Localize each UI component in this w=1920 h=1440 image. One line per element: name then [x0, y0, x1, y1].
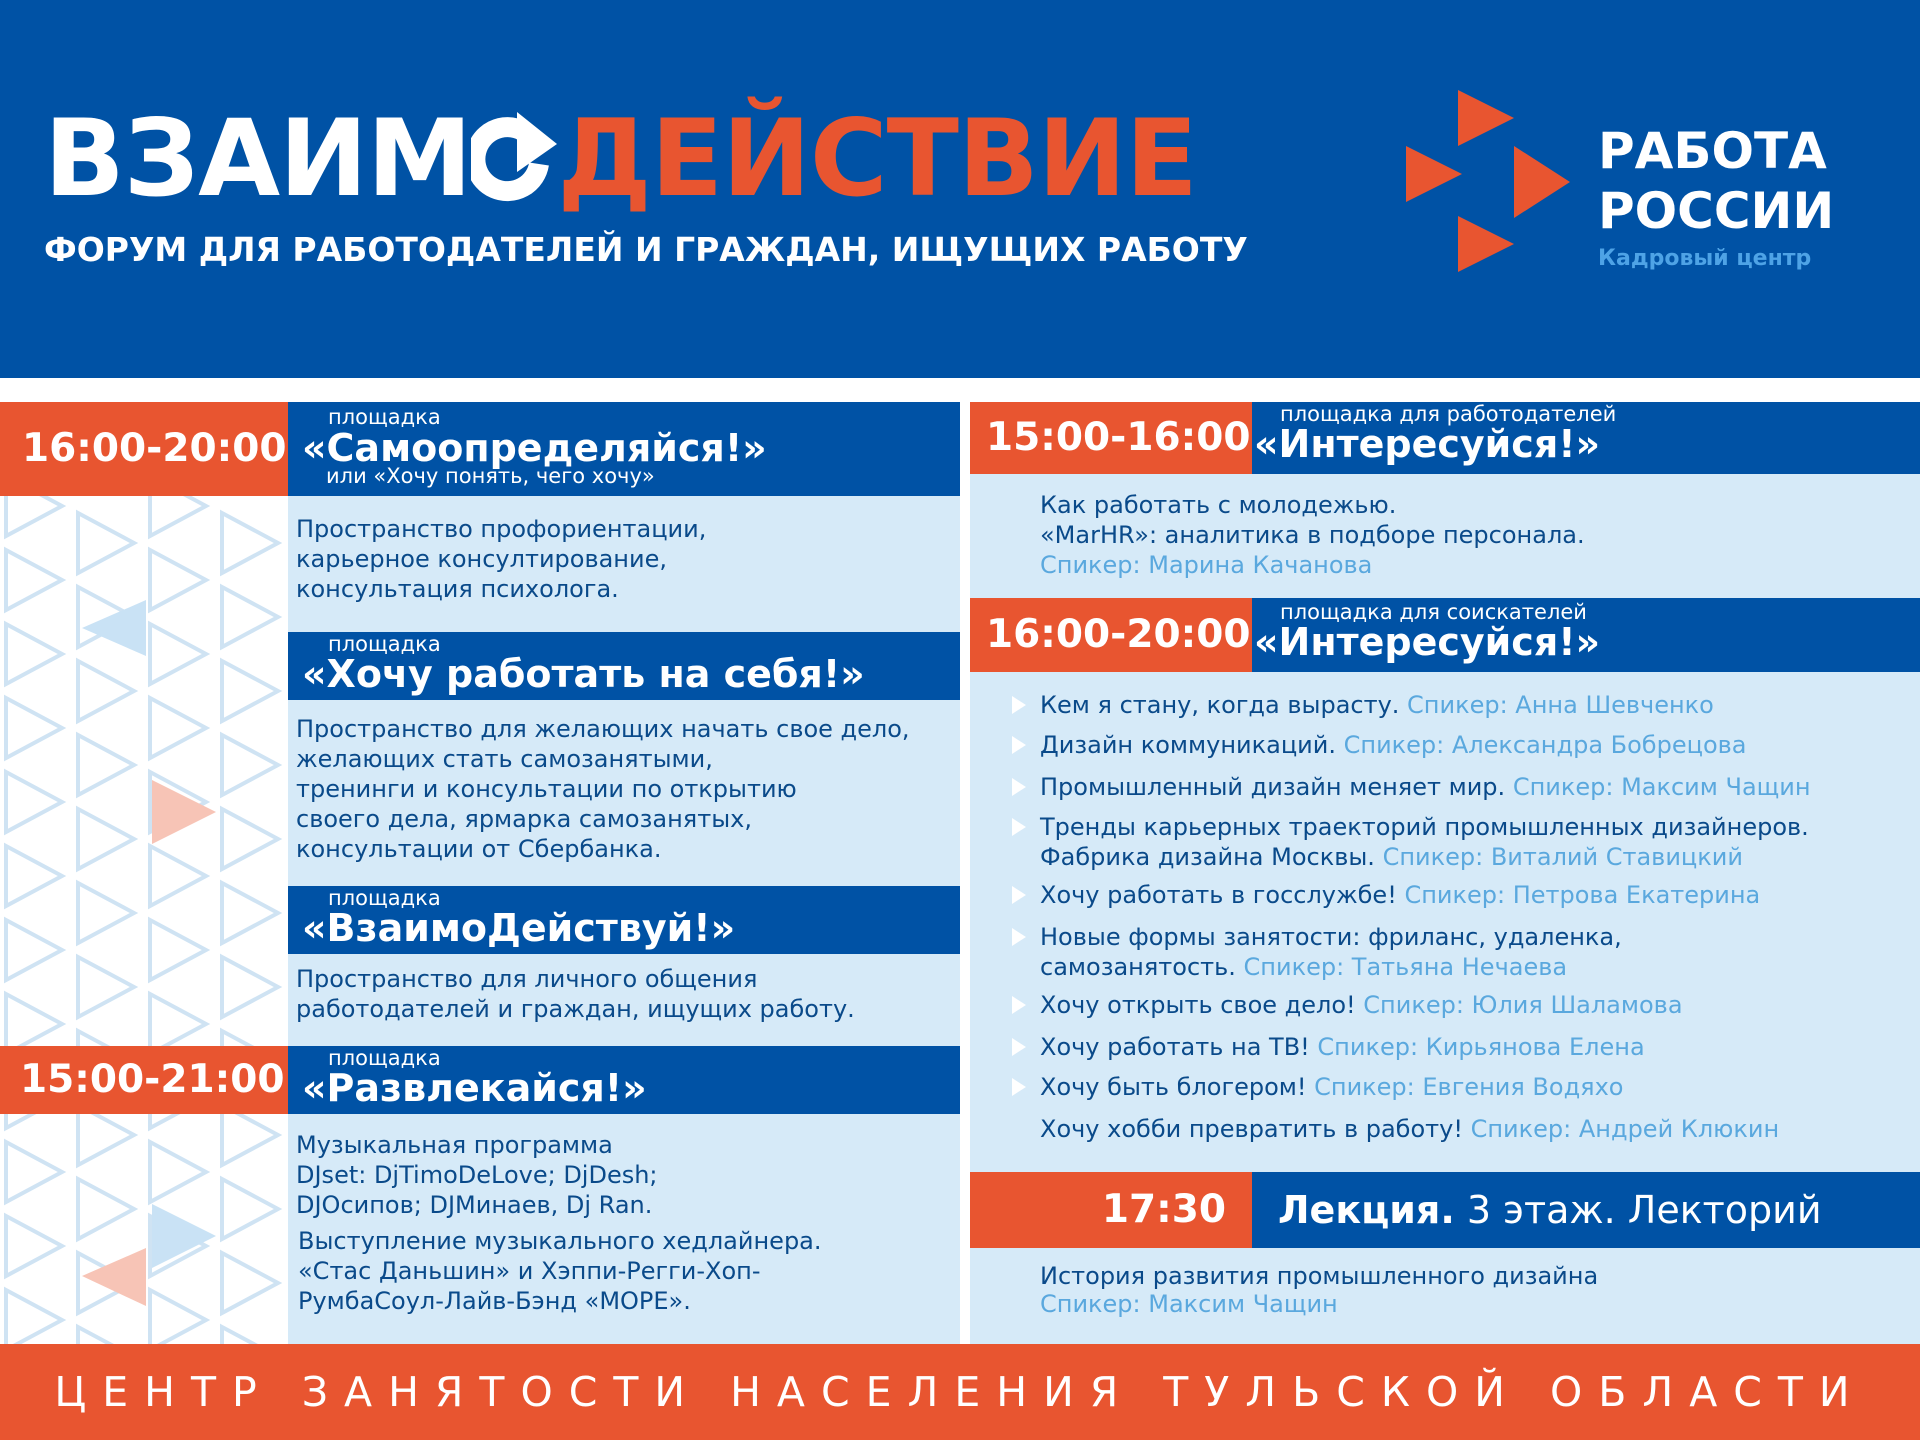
time-text: 15:00-21:00: [20, 1057, 285, 1102]
time-text: 16:00-20:00: [22, 426, 287, 471]
venue-header-3: [288, 886, 960, 954]
logo-text-line1: РАБОТА: [1598, 122, 1827, 180]
forum-subtitle: ФОРУМ ДЛЯ РАБОТОДАТЕЛЕЙ И ГРАЖДАН, ИЩУЩИХ РАБОТУ: [44, 230, 1248, 269]
desc-line: своего дела, ярмарка самозанятых,: [296, 805, 752, 833]
desc-line: желающих стать самозанятыми,: [296, 745, 713, 773]
desc-line: Выступление музыкального хедлайнера.: [298, 1227, 822, 1255]
triangle-pattern: [0, 496, 288, 1344]
play-icon: [1012, 886, 1026, 904]
speaker-name: Спикер: Юлия Шаламова: [1363, 991, 1683, 1019]
desc-line: «MarHR»: аналитика в подборе персонала.: [1040, 521, 1585, 549]
venue-name: «Развлекайся!»: [302, 1066, 647, 1110]
venue-name: «Интересуйся!»: [1254, 620, 1601, 664]
desc-line: «Стас Даньшин» и Хэппи-Регги-Хоп-: [298, 1257, 761, 1285]
program-item: Кем я стану, когда вырасту. Спикер: Анна Шевченко: [1040, 690, 1811, 730]
play-icon: [1012, 818, 1026, 836]
venue-alt-name: или «Хочу понять, чего хочу»: [326, 464, 655, 488]
time-badge-1: [0, 402, 288, 496]
program-item: Промышленный дизайн меняет мир. Спикер: Максим Чащин: [1040, 772, 1811, 812]
speaker-name: Спикер: Виталий Ставицкий: [1382, 843, 1743, 871]
desc-line: РумбаСоул-Лайв-Бэнд «МОРЕ».: [298, 1287, 691, 1315]
title-part-orange: ДЕЙСТВИЕ: [557, 97, 1197, 220]
time-text: 16:00-20:00: [986, 612, 1251, 657]
program-item: Хочу работать на ТВ! Спикер: Кирьянова Елена: [1040, 1032, 1811, 1072]
footer: [0, 1344, 1920, 1440]
time-badge-r2: [970, 598, 1252, 672]
lecture-title: Лекция. 3 этаж. Лекторий: [1278, 1188, 1822, 1232]
lecture-header: [1252, 1172, 1920, 1248]
venue-program-r2: [970, 672, 1920, 1172]
venue-header-2: [288, 632, 960, 700]
desc-line: Как работать с молодежью.: [1040, 491, 1397, 519]
speaker-name: Спикер: Александра Бобрецова: [1343, 731, 1747, 759]
speaker-name: Спикер: Марина Качанова: [1040, 551, 1373, 579]
speaker-name: Спикер: Петрова Екатерина: [1404, 881, 1761, 909]
venue-desc-1: [288, 496, 960, 632]
desc-line: тренинги и консультации по открытию: [296, 775, 797, 803]
program-item: Хочу быть блогером! Спикер: Евгения Водяхо: [1040, 1072, 1811, 1114]
speaker-name: Спикер: Андрей Клюкин: [1470, 1115, 1780, 1143]
lecture-desc: [970, 1248, 1920, 1344]
header: [0, 0, 1920, 378]
speaker-name: Спикер: Максим Чащин: [1040, 1290, 1338, 1318]
venue-desc-2: [288, 700, 960, 886]
speaker-name: Спикер: Максим Чащин: [1512, 773, 1811, 801]
play-icon: [1012, 1038, 1026, 1056]
title-part-white: ВЗАИМ: [44, 97, 472, 220]
rabota-rossii-logo-icon: [1398, 88, 1572, 274]
venue-label: площадка: [328, 886, 441, 910]
venue-header-1: [288, 402, 960, 496]
play-icon: [1012, 928, 1026, 946]
desc-line: работодателей и граждан, ищущих работу.: [296, 995, 855, 1023]
venue-label: площадка: [328, 632, 441, 656]
desc-line: Музыкальная программа: [296, 1131, 613, 1159]
time-badge-r3: [970, 1172, 1252, 1248]
desc-line: Пространство профориентации,: [296, 515, 707, 543]
desc-line: DJОсипов; DJМинаев, Dj Ran.: [296, 1191, 653, 1219]
venue-header-4: [288, 1046, 960, 1114]
venue-desc-3: [288, 954, 960, 1046]
program-item: Хочу работать в госслужбе! Спикер: Петрова Екатерина: [1040, 880, 1811, 922]
venue-label: площадка для работодателей: [1280, 402, 1617, 426]
desc-line: карьерное консултирование,: [296, 545, 667, 573]
time-badge-4: [0, 1046, 288, 1114]
program-item: Хочу открыть свое дело! Спикер: Юлия Шаламова: [1040, 990, 1811, 1032]
time-text: 15:00-16:00: [986, 415, 1251, 460]
venue-name: «Интересуйся!»: [1254, 422, 1601, 466]
desc-line: консультации от Сбербанка.: [296, 835, 662, 863]
program-item: Новые формы занятости: фриланс, удаленка, самозанятость. Спикер: Татьяна Нечаева: [1040, 922, 1811, 990]
forum-title: [44, 97, 1197, 220]
venue-desc-4: [288, 1114, 960, 1344]
venue-label: площадка: [328, 405, 441, 429]
venue-name: «ВзаимоДействуй!»: [302, 906, 736, 950]
venue-header-r1: [1252, 402, 1920, 474]
venue-name: «Самоопределяйся!»: [302, 426, 767, 470]
desc-line: История развития промышленного дизайна: [1040, 1262, 1599, 1290]
play-icon: [1012, 996, 1026, 1014]
speaker-name: Спикер: Евгения Водяхо: [1314, 1073, 1624, 1101]
play-icon: [1012, 736, 1026, 754]
program-item: Хочу хобби превратить в работу! Спикер: Андрей Клюкин: [1040, 1115, 1780, 1143]
arrow-o-icon: [471, 112, 557, 202]
program-item: Тренды карьерных траекторий промышленных дизайнеров. Фабрика дизайна Москвы. Спикер: Виталий Ставицкий: [1040, 812, 1811, 880]
time-badge-r1: [970, 402, 1252, 474]
play-icon: [1012, 778, 1026, 796]
desc-line: DJset: DjTimoDeLove; DjDesh;: [296, 1161, 658, 1189]
play-icon: [1012, 696, 1026, 714]
speaker-name: Спикер: Анна Шевченко: [1407, 691, 1714, 719]
logo-text-line2: РОССИИ: [1598, 182, 1835, 240]
logo-subtitle: Кадровый центр: [1598, 246, 1812, 271]
venue-label: площадка: [328, 1046, 441, 1070]
speaker-name: Спикер: Кирьянова Елена: [1317, 1033, 1645, 1061]
desc-line: Пространство для желающих начать свое дело,: [296, 715, 910, 743]
venue-label: площадка для соискателей: [1280, 600, 1587, 624]
program-item: Дизайн коммуникаций. Спикер: Александра Бобрецова: [1040, 730, 1811, 772]
venue-header-r2: [1252, 598, 1920, 672]
speaker-name: Спикер: Татьяна Нечаева: [1243, 953, 1568, 981]
venue-name: «Хочу работать на себя!»: [302, 652, 865, 696]
play-icon: [1012, 1078, 1026, 1096]
venue-desc-r1: [970, 474, 1920, 598]
footer-organization: ЦЕНТР ЗАНЯТОСТИ НАСЕЛЕНИЯ ТУЛЬСКОЙ ОБЛАСТИ: [54, 1368, 1866, 1416]
desc-line: консультация психолога.: [296, 575, 619, 603]
desc-line: Пространство для личного общения: [296, 965, 758, 993]
time-text: 17:30: [1101, 1187, 1226, 1232]
